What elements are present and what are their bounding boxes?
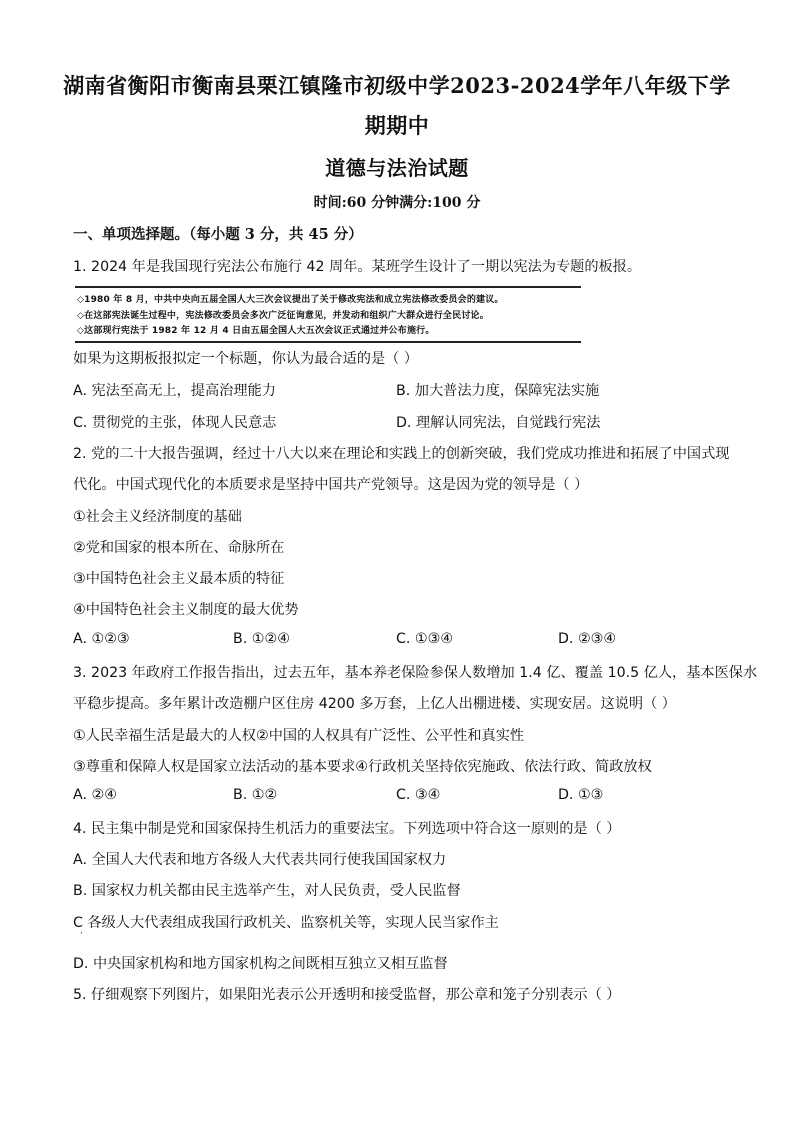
q4-option-d[interactable]: D. 中央国家机构和地方国家机构之间既相互独立又相互监督 xyxy=(73,956,448,972)
q2-statement-4: ④中国特色社会主义制度的最大优势 xyxy=(73,602,299,618)
q1-option-c[interactable]: C. 贯彻党的主张，体现人民意志 xyxy=(73,415,277,431)
time-score-info: 时间:60 分钟满分:100 分 xyxy=(313,195,481,211)
q3-stem-line2: 平稳步提高。多年累计改造棚户区住房 4200 多万套，上亿人出棚进楼、实现安居。这说明（ ） xyxy=(73,696,676,712)
q1-blackboard-panel xyxy=(75,286,581,343)
q2-statement-3: ③中国特色社会主义最本质的特征 xyxy=(73,571,285,587)
board-line-3: ◇这部现行宪法于 1982 年 12 月 4 日由五届全国人大五次会议正式通过并公布施行。 xyxy=(77,326,435,336)
board-line-2: ◇在这部宪法诞生过程中，宪法修改委员会多次广泛征询意见，并发动和组织广大群众进行全民讨论。 xyxy=(77,311,489,321)
q3-option-b[interactable]: B. ①② xyxy=(233,787,278,803)
subject-title: 道德与法治试题 xyxy=(325,156,469,180)
q2-statement-1: ①社会主义经济制度的基础 xyxy=(73,509,242,525)
section-heading: 一、单项选择题。（每小题 3 分，共 45 分） xyxy=(73,226,363,243)
q1-option-a[interactable]: A. 宪法至高无上，提高治理能力 xyxy=(73,383,276,399)
q4-stem: 4. 民主集中制是党和国家保持生机活力的重要法宝。下列选项中符合这一原则的是（ ） xyxy=(73,821,621,837)
q1-option-d[interactable]: D. 理解认同宪法，自觉践行宪法 xyxy=(396,415,601,431)
q2-option-d[interactable]: D. ②③④ xyxy=(558,631,617,647)
q2-option-b[interactable]: B. ①②④ xyxy=(233,631,290,647)
q3-option-d[interactable]: D. ①③ xyxy=(558,787,604,803)
q4-option-b[interactable]: B. 国家权力机关都由民主选举产生，对人民负责，受人民监督 xyxy=(73,883,461,899)
q2-stem-line1: 2. 党的二十大报告强调，经过十八大以来在理论和实践上的创新突破，我们党成功推进和拓展了中国式现 xyxy=(73,446,730,462)
q2-statement-2: ②党和国家的根本所在、命脉所在 xyxy=(73,540,285,556)
q3-statements-line1: ①人民幸福生活是最大的人权②中国的人权具有广泛性、公平性和真实性 xyxy=(73,728,525,744)
q1-question: 如果为这期板报拟定一个标题，你认为最合适的是（ ） xyxy=(73,351,419,367)
q2-option-a[interactable]: A. ①②③ xyxy=(73,631,130,647)
q2-option-c[interactable]: C. ①③④ xyxy=(396,631,454,647)
q3-stem-line1: 3. 2023 年政府工作报告指出，过去五年，基本养老保险参保人数增加 1.4 亿、覆盖 10.5 亿人，基本医保水 xyxy=(73,665,758,681)
q2-stem-line2: 代化。中国式现代化的本质要求是坚持中国共产党领导。这是因为党的领导是（ ） xyxy=(73,477,589,493)
exam-title-line2: 期期中 xyxy=(364,113,430,138)
q4-option-c[interactable]: C 各级人大代表组成我国行政机关、监察机关等，实现人民当家作主 xyxy=(73,915,499,931)
stray-dot: · xyxy=(80,929,83,939)
q3-option-c[interactable]: C. ③④ xyxy=(396,787,441,803)
exam-title-line1: 湖南省衡阳市衡南县栗江镇隆市初级中学2023-2024学年八年级下学 xyxy=(63,73,731,98)
q4-option-a[interactable]: A. 全国人大代表和地方各级人大代表共同行使我国国家权力 xyxy=(73,852,447,868)
q1-option-b[interactable]: B. 加大普法力度，保障宪法实施 xyxy=(396,383,600,399)
q5-stem: 5. 仔细观察下列图片，如果阳光表示公开透明和接受监督，那公章和笼子分别表示（ ） xyxy=(73,987,621,1003)
q3-statements-line2: ③尊重和保障人权是国家立法活动的基本要求④行政机关坚持依宪施政、依法行政、简政放权 xyxy=(73,759,652,775)
q1-stem: 1. 2024 年是我国现行宪法公布施行 42 周年。某班学生设计了一期以宪法为专题的板报。 xyxy=(73,259,642,275)
q3-option-a[interactable]: A. ②④ xyxy=(73,787,117,803)
board-line-1: ◇1980 年 8 月，中共中央向五届全国人大三次会议提出了关于修改宪法和成立宪法修改委员会的建议。 xyxy=(77,295,504,305)
